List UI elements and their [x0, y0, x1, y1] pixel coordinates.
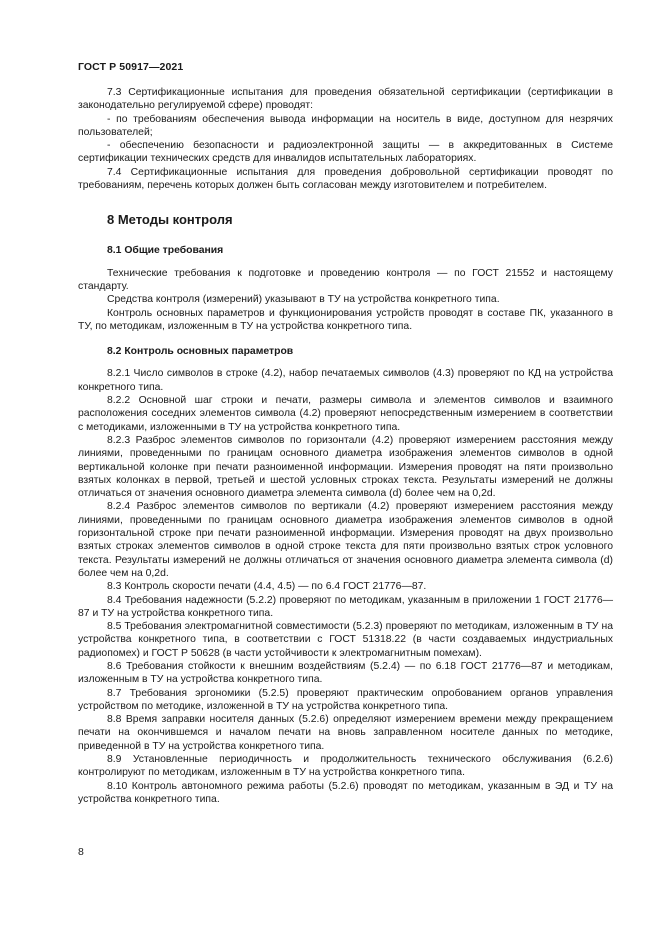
paragraph: Средства контроля (измерений) указывают в ТУ на устройства конкретного типа.: [107, 294, 500, 306]
paragraph: 8.3 Контроль скорости печати (4.4, 4.5) — по 6.4 ГОСТ 21776—87.: [107, 581, 427, 593]
paragraph: - по требованиям обеспечения вывода информации на носитель в виде, доступном для незрячих пользователей;: [78, 113, 613, 138]
paragraph: 8.2.3 Разброс элементов символов по горизонтали (4.2) проверяют измерением расстояния между линиями, проведенными по границам основного диаметра изображения элементов символов в одной вертикальной колонке при печати разноименной информации. Измерения проводят на пяти произвольно взятых колонках в первой, третьей и шестой условных строках текста. Результаты измерений не должны отличаться от значения основного диаметра элемента символа (d) более чем на 0,2d.: [78, 434, 613, 500]
paragraph: Технические требования к подготовке и проведению контроля — по ГОСТ 21552 и настоящему стандарту.: [78, 267, 613, 292]
paragraph: - обеспечению безопасности и радиоэлектронной защиты — в аккредитованных в Системе сертификации технических средств для инвалидов испытательных лабораториях.: [78, 140, 613, 165]
subsection-title: 8.1 Общие требования: [107, 245, 224, 257]
paragraph: 8.7 Требования эргономики (5.2.5) проверяют практическим опробованием органов управления устройством по методике, изложенной в ТУ на устройства конкретного типа.: [78, 687, 613, 712]
paragraph: 8.4 Требования надежности (5.2.2) проверяют по методикам, указанным в приложении 1 ГОСТ 21776—87 и ТУ на устройства конкретного типа.: [78, 594, 613, 619]
paragraph: 8.2.1 Число символов в строке (4.2), набор печатаемых символов (4.3) проверяют по КД на устройства конкретного типа.: [78, 368, 613, 393]
paragraph: 8.10 Контроль автономного режима работы (5.2.6) проводят по методикам, указанным в ЭД и ТУ на устройства конкретного типа.: [78, 780, 613, 805]
subsection-title: 8.2 Контроль основных параметров: [107, 346, 294, 358]
paragraph: 7.3 Сертификационные испытания для проведения обязательной сертификации (сертификации в законодательно регулируемой сфере) проводят:: [78, 87, 613, 112]
paragraph: 8.9 Установленные периодичность и продолжительность технического обслуживания (6.2.6) контролируют по методикам, изложенным в ТУ на устройства конкретного типа.: [78, 754, 613, 779]
document-header: ГОСТ Р 50917—2021: [78, 61, 184, 73]
paragraph: 8.2.2 Основной шаг строки и печати, размеры символа и элементов символов и взаимного расположения соседних элементов символа (4.2) проверяют непосредственным измерением в соответствии с методиками, изложенными в ТУ на устройства конкретного типа.: [78, 395, 613, 433]
paragraph: 8.2.4 Разброс элементов символов по вертикали (4.2) проверяют измерением расстояния между линиями, проведенными по границам основного диаметра изображения элементов символов в одной горизонтальной строке при печати разноименной информации. Измерения проводят на двух произвольно взятых строках элементов символов в одной строке текста для пяти произвольно взятых строк условного текста. Результаты измерений не должны отличаться от значения основного диаметра элемента символа (d) более чем на 0,2d.: [78, 501, 613, 579]
document-body: [78, 86, 613, 806]
section-title: 8 Методы контроля: [107, 212, 233, 228]
paragraph: 8.6 Требования стойкости к внешним воздействиям (5.2.4) — по 6.18 ГОСТ 21776—87 и методикам, изложенным в ТУ на устройства конкретного типа.: [78, 660, 613, 686]
paragraph: 7.4 Сертификационные испытания для проведения добровольной сертификации проводят по требованиям, перечень которых должен быть согласован между изготовителем и потребителем.: [78, 166, 613, 192]
paragraph: Контроль основных параметров и функционирования устройств проводят в составе ПК, указанного в ТУ, по методикам, изложенным в ТУ на устройства конкретного типа.: [78, 307, 613, 332]
paragraph: 8.5 Требования электромагнитной совместимости (5.2.3) проверяют по методикам, изложенным в ТУ на устройства конкретного типа, в соответствии с ГОСТ 51318.22 (в части создаваемых индустриальных радиопомех) и ГОСТ Р 50628 (в части устойчивости к электромагнитным помехам).: [78, 621, 613, 659]
paragraph: 8.8 Время заправки носителя данных (5.2.6) определяют измерением времени между прекращением печати на окончившемся и началом печати на вновь заправленном носителе данных по методике, приведенной в ТУ на устройства конкретного типа.: [78, 714, 613, 752]
page-number: 8: [78, 846, 84, 858]
